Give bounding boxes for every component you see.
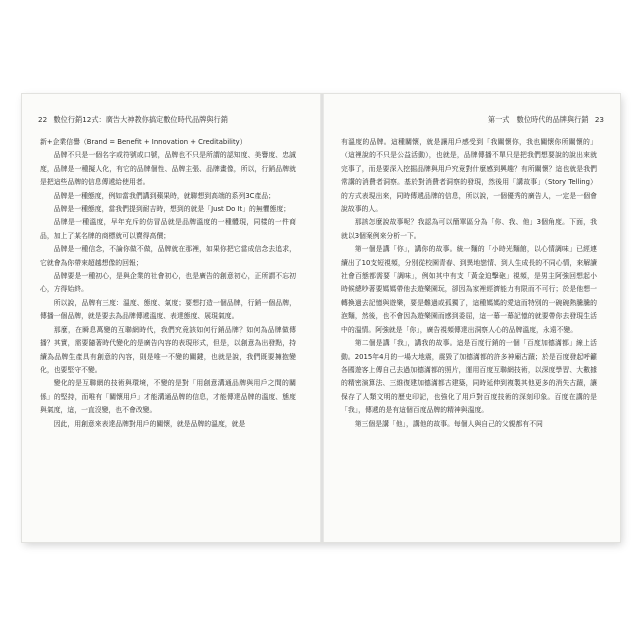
paragraph: 品牌是一種態度，當我們提到耐吉時，想到的就是「Just Do It」的無懼態度； <box>53 205 291 214</box>
left-page-header <box>34 115 228 124</box>
paragraph: 第二個是講「我」，講我的故事。這是百度行銷的一個「百度加德滿都」線上活動。2015年4月的一場大地震，震毀了加德滿都的許多神廟古蹟；於是百度發起呼籲各國遊客上傳自己去過加德滿都的照片，運用百度互聯網技術，以深度學習、大數據的精密演算法、三維復建加德滿都古建築，同時延伸到複製其他更多的消失古蹟，讓保存了人類文明的歷史印記，也強化了用戶對百度技術的深刻印象。百度在講的是「我」，傳遞的是有這個百度品牌的精神與溫度。 <box>341 339 597 415</box>
book-spread <box>22 94 620 542</box>
right-running-head: 第一式 數位時代的品牌與行銷 <box>487 115 589 124</box>
paragraph: 那麼，在瞬息萬變的互聯網時代，我們究竟該如何行銷品牌？如何為品牌做傳播？其實，需要隨著時代變化的是廣告內容的表現形式，但是，以創意為出發點，持續為品牌生產具有創意的內容，則是唯一不變的關鍵，也就是說，我們既要擁抱變化，也要堅守不變。 <box>40 325 296 374</box>
paragraph: 變化的是互聯網的技術與環境，不變的是對「用創意溝通品牌與用戶之間的關係」的堅持，而唯有「關懷用戶」才能溝通品牌的信息，才能傳達品牌的溫度、態度與氣度，這，一直沒變，也不會改變。 <box>40 379 296 415</box>
right-page-number: 23 <box>594 115 604 124</box>
right-page-body <box>341 136 597 431</box>
left-page-body <box>40 136 296 431</box>
paragraph: 有溫度的品牌。這種關懷，就是讓用戶感受到「我關懷你，我也關懷你所關懷的」（這裡說的不只是公益活動），也就是，品牌傳播不單只是把我們想要說的說出來就完事了，而是要深入挖掘品牌與用戶究竟對什麼感到興趣？有所關懷？這也就是我們常講的消費者洞察。基於對消費者洞察的發現，然後用「講故事」（Story Telling）的方式表現出來，同時傳遞品牌的信息，所以說，一個優秀的廣告人，一定是一個會說故事的人。 <box>341 138 597 214</box>
right-page-header <box>488 115 608 124</box>
paragraph: 第一個是講「你」，講你的故事。統一麵的「小時光麵館，以心情調味」已經連續出了10支短視頻，分別從校園青春、到異地戀情、到人生成長的不同心情，來解讀社會百態都需要「調味」，例如其中有支「黃金迫擊砲」視頻，是男主阿強回想起小時候總吵著要媽媽帶他去遊樂園玩，卻因為家裡經濟能力有限而不可行；於是他想一轉換過去記憶與遊樂，要是難過或孤獨了，這種媽媽的愛這而特別的一碗碗熱騰騰的泡麵，然後，也不會因為遊樂園而感到委屈，這一幕一幕記憶的就要帶你去發現生活中的溫情。阿強就是「你」，廣告視頻傳達出洞察人心的品牌溫度，永遠不變。 <box>341 245 597 334</box>
paragraph: 品牌是一種信念，不論你做不做，品牌就在那裡，如果你把它當成信念去追求，它就會為你帶來超越想像的回報； <box>40 245 296 267</box>
left-running-head: 數位行銷12式：廣告大神教你搞定數位時代品牌與行銷 <box>53 115 228 124</box>
paragraph: 新+企業信譽（Brand = Benefit + Innovation + Creditability） <box>40 138 247 146</box>
right-page <box>321 94 620 542</box>
paragraph: 因此，用創意來表達品牌對用戶的關懷，就是品牌的溫度，就是 <box>53 419 246 428</box>
paragraph: 品牌是一種態度，例如當我們講到蘋果時，就聯想到高端的系列3C產品； <box>53 191 275 200</box>
paragraph: 品牌要是一種初心，是與企業的社會初心，也是廣告的創意初心，正所謂不忘初心，方得始終。 <box>40 272 296 294</box>
paragraph: 第三個是講「他」，講他的故事。每個人與自己的父親都有不同 <box>354 419 543 428</box>
paragraph: 品牌不只是一個名字或符號或口號，品牌也不只是所謂的認知度、美譽度、忠誠度，品牌是一種擬人化，有它的品牌個性、品牌主張、品牌畫像，所以，行銷品牌就是把這些品牌的信息傳遞給使用者。 <box>40 151 296 187</box>
paragraph: 品牌是一種溫度，早年充斥的仿冒品就是品牌溫度的一種體現，同樣的一件商品，加上了某名牌的商標就可以賣得高價； <box>40 218 296 240</box>
paragraph: 所以說，品牌有三度：溫度、態度、氣度；要想打造一個品牌，行銷一個品牌，傳播一個品牌，就是要去為品牌傳遞溫度、表達態度、展現氣度。 <box>40 298 296 321</box>
left-page <box>22 94 321 542</box>
left-page-number: 22 <box>38 115 48 124</box>
paragraph: 那該怎麼說故事呢？我認為可以簡單區分為「你、我、他」3個角度。下面，我就以3個案例來分析一下。 <box>341 218 597 240</box>
